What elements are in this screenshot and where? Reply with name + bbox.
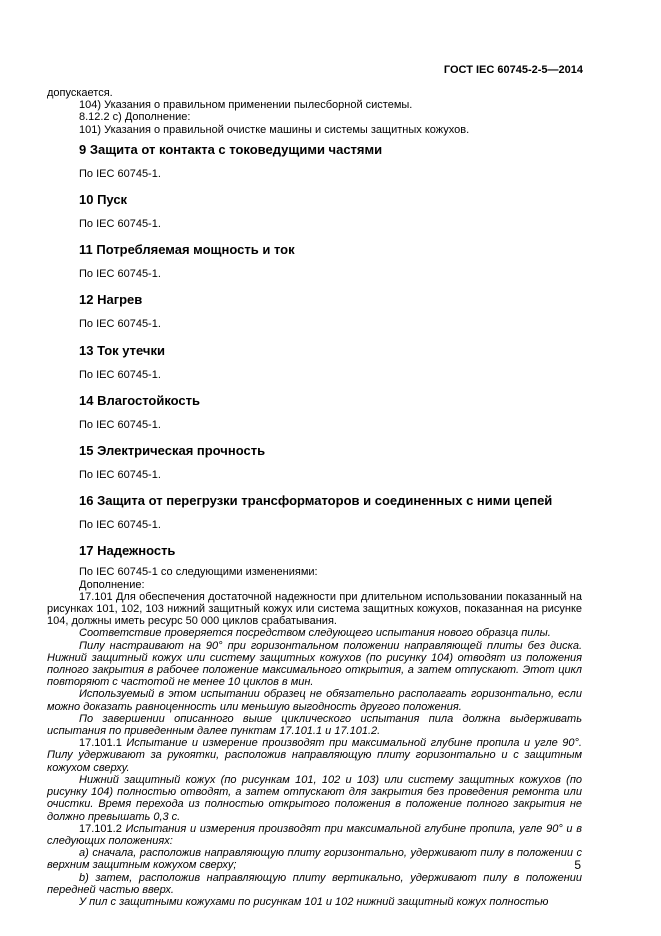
list-item: 101) Указания о правильной очистке машины и системы защитных кожухов. [79,123,470,136]
section-heading: 9 Защита от контакта с токоведущими частями [79,141,383,157]
list-item: b) затем, расположив направляющую плиту вертикально, удерживают пилу в положении передней частью вверх. [47,871,582,896]
paragraph: Дополнение: [79,578,145,591]
paragraph [47,823,582,847]
section-body: По IEC 60745-1. [79,368,161,381]
paragraph: Соответствие проверяется посредством следующего испытания нового образца пилы. [79,627,551,640]
section-heading: 16 Защита от перегрузки трансформаторов и соединенных с ними цепей [79,493,553,509]
list-item: 104) Указания о правильном применении пылесборной системы. [79,99,413,112]
clause-text: Испытание и измерение производят при максимальной глубине пропила и угле 90°. Пилу удерживают за рукоятки, расположив направляющую плиту горизонтально и с защитным кожухом сверху. [47,737,582,774]
section-body: По IEC 60745-1. [79,318,161,331]
section-10 [47,192,582,230]
section-14 [47,393,582,431]
paragraph: Пилу настраивают на 90° при горизонтальном положении направляющей плиты без диска. Нижний защитный кожух или систему защитных кожухов (по рисунку 104) отводят из положения полного закрытия в рабочее положение максимального открытия, а затем отпускают. Этот цикл повторяют с частотой не менее 10 циклов в мин. [47,639,582,689]
section-body: По IEC 60745-1. [79,519,161,532]
section-body: По IEC 60745-1. [79,469,161,482]
clause-line: 8.12.2 с) Дополнение: [79,111,191,124]
text-line: допускается. [47,87,113,99]
section-body: По IEC 60745-1. [79,167,161,180]
section-heading: 17 Надежность [79,543,176,559]
page-content [47,87,582,908]
clause-number: 17.101.2 [79,822,122,835]
page-number: 5 [574,858,581,872]
section-16 [47,493,582,531]
paragraph: По завершении описанного выше циклического испытания пила должна выдерживать испытания по приведенным далее пунктам 17.101.1 и 17.101.2. [47,712,582,738]
section-9 [47,142,582,180]
paragraph: У пил с защитными кожухами по рисункам 101 и 102 нижний защитный кожух полностью [79,895,549,908]
section-heading: 12 Нагрев [79,292,143,308]
clause-number: 17.101.1 [79,737,122,750]
paragraph: Нижний защитный кожух (по рисункам 101, 102 и 103) или систему защитных кожухов (по рисунку 104) полностью отводят, а затем отпускают для закрытия без проведения ремонта или очистки. Время перехода из полностью открытого положения в положение полного закрытия не должно превышать 0,3 с. [47,773,582,823]
section-11 [47,242,582,280]
section-heading: 15 Электрическая прочность [79,443,266,459]
document-header: ГОСТ IEC 60745-2-5—2014 [443,64,583,76]
section-13 [47,343,582,381]
paragraph: Используемый в этом испытании образец не обязательно располагать горизонтально, если можно доказать равноценность или меньшую выгодность другого положения. [47,688,582,713]
section-heading: 10 Пуск [79,192,128,208]
section-body: По IEC 60745-1. [79,268,161,281]
paragraph: 17.101 Для обеспечения достаточной надежности при длительном использовании показанный на рисунках 101, 102, 103 нижний защитный кожух или система защитных кожухов, показанная на рисунке 104, должны иметь ресурс 50 000 циклов срабатывания. [47,590,582,628]
section-15 [47,443,582,481]
section-body: По IEC 60745-1. [79,218,161,231]
section-heading: 14 Влагостойкость [79,392,201,408]
section-heading: 13 Ток утечки [79,342,165,358]
section-17 [47,543,582,908]
clause-text: Испытания и измерения производят при максимальной глубине пропила, угле 90° и в следующих положениях: [47,822,582,847]
paragraph: По IEC 60745-1 со следующими изменениями: [79,566,318,579]
paragraph [47,737,582,774]
section-body: По IEC 60745-1. [79,418,161,431]
section-heading: 11 Потребляемая мощность и ток [79,242,295,258]
section-12 [47,292,582,330]
list-item: a) сначала, расположив направляющую плиту горизонтально, удерживают пилу в положении с верхним защитным кожухом сверху; [47,847,582,872]
